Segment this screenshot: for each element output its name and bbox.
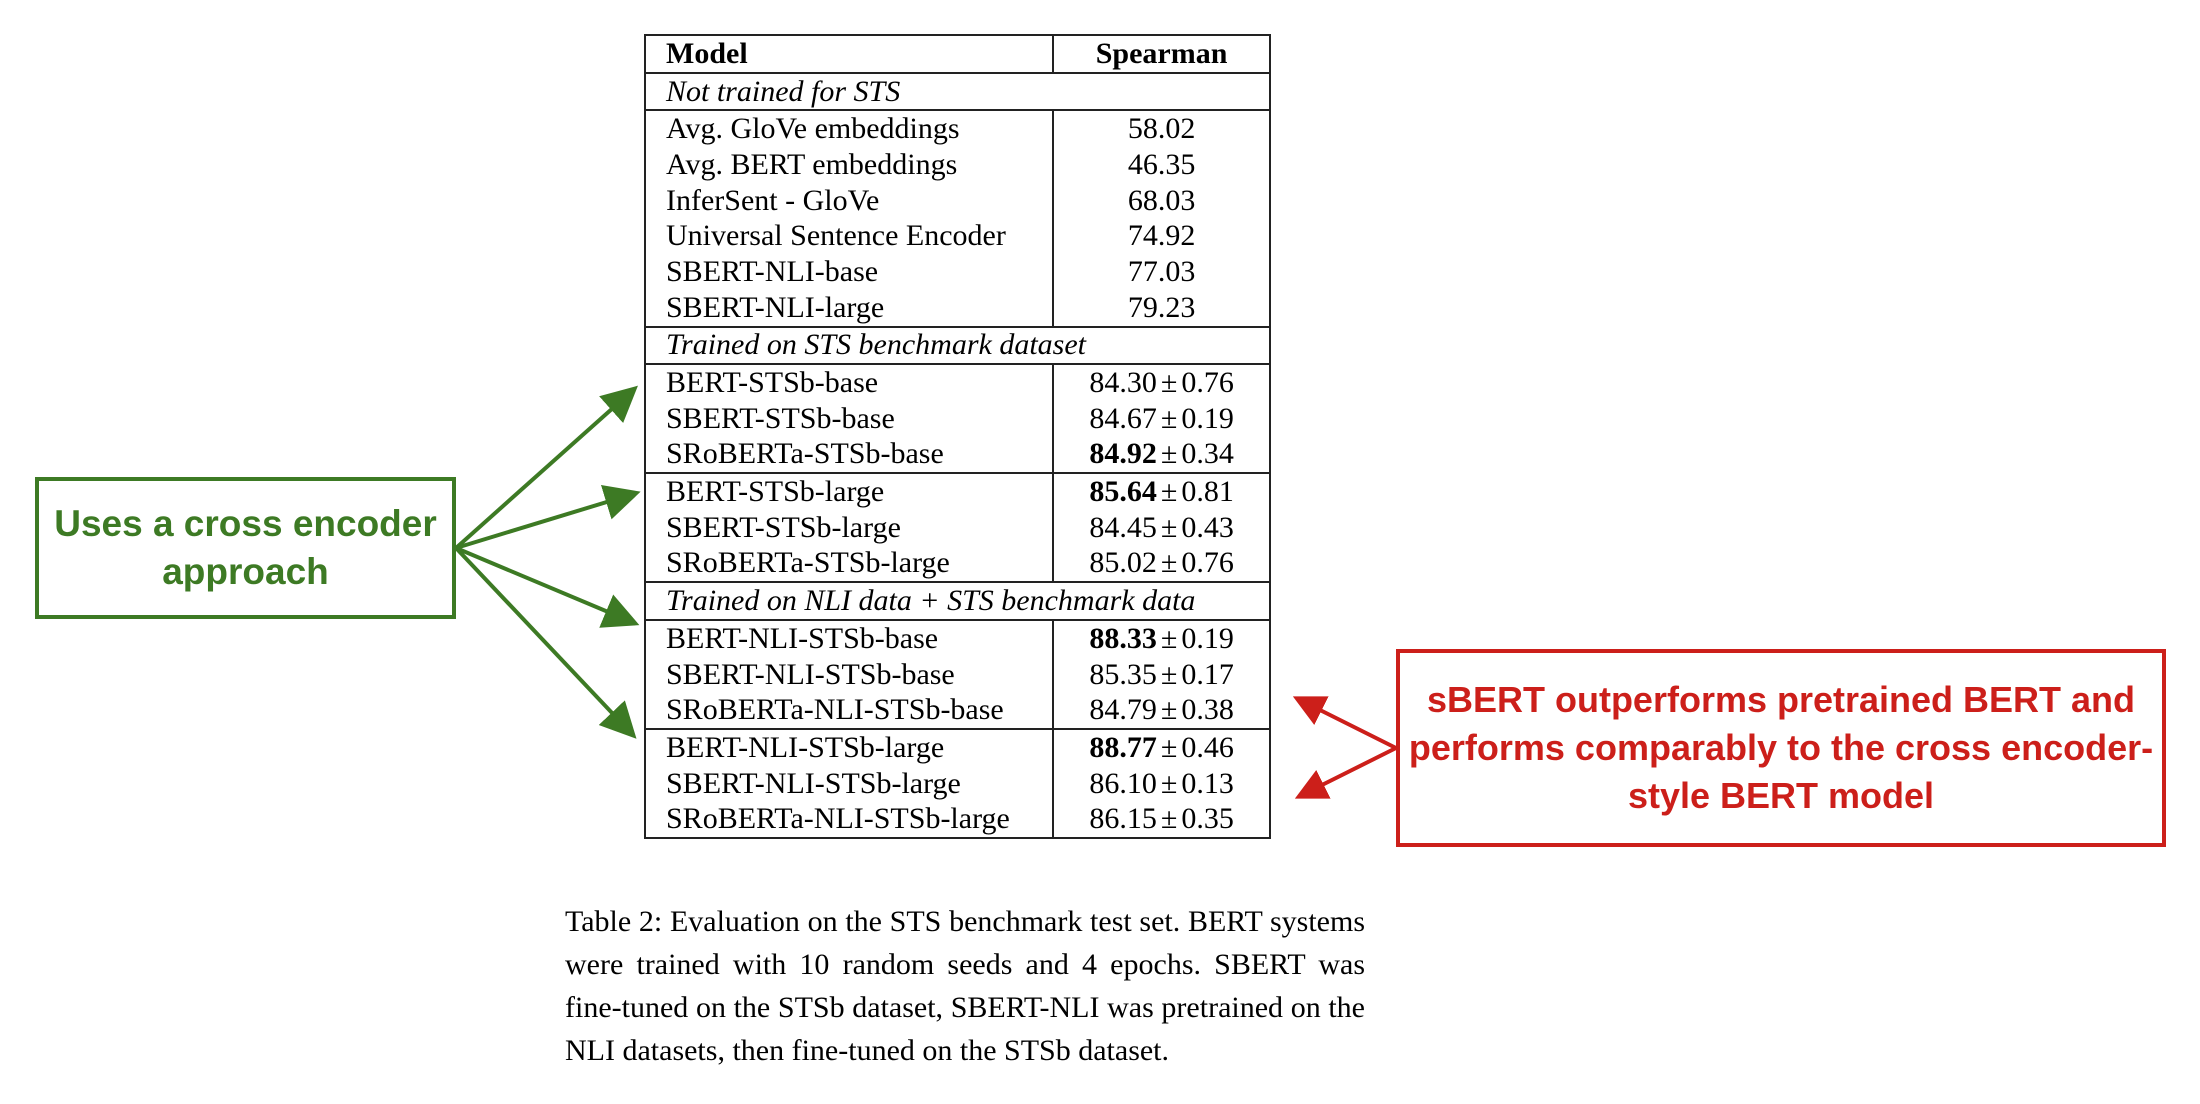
spearman-value: 77.03 — [1127, 254, 1196, 288]
green-arrow-2 — [456, 494, 633, 548]
model-name: BERT-NLI-STSb-large — [645, 729, 1053, 766]
header-score: Spearman — [1053, 35, 1270, 73]
model-name: SBERT-NLI-base — [645, 254, 1053, 290]
section-title: Trained on STS benchmark dataset — [645, 327, 1270, 365]
green-arrow-3 — [456, 548, 632, 622]
model-name: SBERT-NLI-STSb-base — [645, 657, 1053, 693]
std-deviation: 0.38 — [1181, 693, 1234, 727]
std-deviation: 0.81 — [1181, 475, 1234, 509]
plus-minus-sign: ± — [1160, 437, 1178, 471]
spearman-value: 46.35 — [1127, 147, 1196, 181]
model-name: InferSent - GloVe — [645, 183, 1053, 219]
plus-minus-sign: ± — [1160, 366, 1178, 400]
plus-minus-sign: ± — [1160, 546, 1178, 580]
model-name: SBERT-STSb-large — [645, 510, 1053, 546]
std-deviation: 0.17 — [1181, 657, 1234, 691]
spearman-value: 74.92 — [1127, 219, 1196, 253]
std-deviation: 0.19 — [1181, 621, 1234, 655]
plus-minus-sign: ± — [1160, 621, 1178, 655]
std-deviation: 0.35 — [1181, 802, 1234, 836]
table-caption: Table 2: Evaluation on the STS benchmark test set. BERT systems were trained with 10 random seeds and 4 epochs. SBERT was fine-tuned on the STSb dataset, SBERT-NLI was pretrained on the NLI datasets, then fine-tuned on the STSb dataset. — [565, 905, 1365, 1067]
plus-minus-sign: ± — [1160, 693, 1178, 727]
model-name: Avg. GloVe embeddings — [645, 110, 1053, 147]
model-name: Universal Sentence Encoder — [645, 218, 1053, 254]
std-deviation: 0.19 — [1181, 401, 1234, 435]
section-title: Not trained for STS — [645, 73, 1270, 111]
cross-encoder-callout-text: Uses a cross encoder approach — [54, 503, 437, 592]
std-deviation: 0.43 — [1181, 510, 1234, 544]
header-model: Model — [645, 35, 1053, 73]
model-name: SRoBERTa-STSb-large — [645, 546, 1053, 583]
spearman-value: 85.64 — [1089, 475, 1157, 509]
spearman-value: 85.35 — [1089, 657, 1157, 691]
model-name: SBERT-NLI-STSb-large — [645, 766, 1053, 802]
spearman-value: 88.33 — [1089, 621, 1157, 655]
std-deviation: 0.13 — [1181, 766, 1234, 800]
model-name: SRoBERTa-NLI-STSb-base — [645, 692, 1053, 729]
model-name: SBERT-STSb-base — [645, 401, 1053, 437]
plus-minus-sign: ± — [1160, 401, 1178, 435]
model-name: BERT-STSb-large — [645, 473, 1053, 510]
std-deviation: 0.34 — [1181, 437, 1234, 471]
red-arrow-2 — [1302, 748, 1396, 795]
std-deviation: 0.76 — [1181, 366, 1234, 400]
spearman-value: 58.02 — [1127, 112, 1196, 146]
spearman-value: 86.10 — [1089, 766, 1157, 800]
plus-minus-sign: ± — [1160, 766, 1178, 800]
model-name: BERT-STSb-base — [645, 364, 1053, 401]
spearman-value: 84.45 — [1089, 510, 1157, 544]
model-name: BERT-NLI-STSb-base — [645, 620, 1053, 657]
spearman-value: 79.23 — [1127, 290, 1196, 324]
spearman-value: 68.03 — [1127, 183, 1196, 217]
plus-minus-sign: ± — [1160, 475, 1178, 509]
green-arrow-1 — [456, 391, 632, 548]
red-arrow-1 — [1300, 700, 1396, 748]
model-name: SRoBERTa-NLI-STSb-large — [645, 801, 1053, 838]
std-deviation: 0.46 — [1181, 730, 1234, 764]
plus-minus-sign: ± — [1160, 657, 1178, 691]
green-arrow-4 — [456, 548, 631, 733]
section-title: Trained on NLI data + STS benchmark data — [645, 582, 1270, 620]
spearman-value: 84.67 — [1089, 401, 1157, 435]
model-name: SBERT-NLI-large — [645, 290, 1053, 327]
spearman-value: 84.79 — [1089, 693, 1157, 727]
spearman-value: 85.02 — [1089, 546, 1157, 580]
spearman-value: 84.92 — [1089, 437, 1157, 471]
plus-minus-sign: ± — [1160, 510, 1178, 544]
model-name: Avg. BERT embeddings — [645, 147, 1053, 183]
model-name: SRoBERTa-STSb-base — [645, 437, 1053, 474]
plus-minus-sign: ± — [1160, 802, 1178, 836]
spearman-value: 84.30 — [1089, 366, 1157, 400]
plus-minus-sign: ± — [1160, 730, 1178, 764]
spearman-value: 86.15 — [1089, 802, 1157, 836]
spearman-value: 88.77 — [1089, 730, 1157, 764]
std-deviation: 0.76 — [1181, 546, 1234, 580]
sbert-callout-text: sBERT outperforms pretrained BERT and performs comparably to the cross encoder-style BERT model — [1408, 679, 2154, 816]
